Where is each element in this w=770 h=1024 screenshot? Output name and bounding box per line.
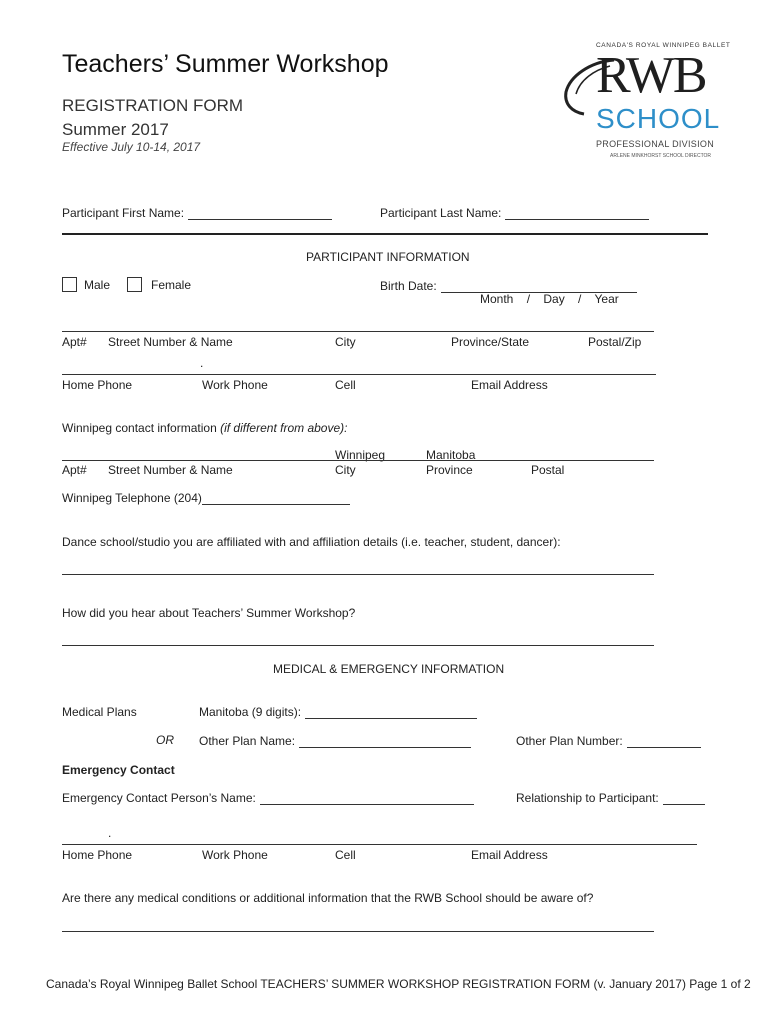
- emergency-home-phone-label: Home Phone: [62, 848, 133, 862]
- address-postal-label: Postal/Zip: [588, 335, 642, 349]
- hear-about-question: How did you hear about Teachers’ Summer Workshop?: [62, 606, 356, 620]
- logo-rwb: RWB: [596, 47, 706, 104]
- address-province-label: Province/State: [451, 335, 530, 349]
- manitoba-field[interactable]: [199, 705, 477, 719]
- emergency-heading: Emergency Contact: [62, 763, 175, 777]
- medical-heading: MEDICAL & EMERGENCY INFORMATION: [273, 662, 505, 676]
- birth-date-parts: Month / Day / Year: [480, 292, 619, 306]
- winnipeg-postal-label: Postal: [531, 463, 565, 477]
- last-name-field[interactable]: [380, 206, 649, 220]
- emergency-name-field[interactable]: [62, 791, 474, 805]
- first-name-label: Participant First Name:: [62, 206, 185, 220]
- address-line[interactable]: [62, 331, 654, 332]
- winnipeg-province-label: Province: [426, 463, 473, 477]
- emergency-work-phone-label: Work Phone: [202, 848, 268, 862]
- logo-school: SCHOOL: [596, 103, 721, 134]
- logo-top-line: CANADA'S ROYAL WINNIPEG BALLET: [596, 42, 731, 49]
- page-footer: Canada’s Royal Winnipeg Ballet School TEACHERS’ SUMMER WORKSHOP REGISTRATION FORM (v. January 2017) Page 1 of 2: [46, 977, 751, 991]
- winnipeg-phone-line[interactable]: [202, 504, 350, 505]
- logo-director: ARLENE MINKHORST SCHOOL DIRECTOR: [610, 153, 712, 159]
- form-subtitle: REGISTRATION FORM: [62, 96, 244, 115]
- male-checkbox[interactable]: [62, 277, 77, 292]
- relationship-label: Relationship to Participant:: [516, 791, 659, 805]
- effective-dates: Effective July 10-14, 2017: [62, 140, 201, 154]
- other-plan-number-label: Other Plan Number:: [516, 734, 623, 748]
- female-label: Female: [151, 278, 192, 292]
- form-title: Teachers’ Summer Workshop: [62, 50, 389, 78]
- winnipeg-contact-label: Winnipeg contact information: [62, 421, 221, 435]
- winnipeg-city-label: City: [335, 463, 356, 477]
- email-label: Email Address: [471, 378, 548, 392]
- dance-school-question: Dance school/studio you are affiliated with and affiliation details (i.e. teacher, student, dancer):: [62, 535, 561, 549]
- last-name-label: Participant Last Name:: [380, 206, 502, 220]
- winnipeg-contact-note: (if different from above):: [220, 421, 348, 435]
- medical-conditions-line[interactable]: [62, 931, 654, 932]
- participant-heading: PARTICIPANT INFORMATION: [306, 250, 470, 264]
- address-city-label: City: [335, 335, 356, 349]
- winnipeg-contact-heading: [62, 421, 347, 435]
- section-divider: [62, 233, 708, 235]
- cell-label: Cell: [335, 378, 356, 392]
- emergency-cell-label: Cell: [335, 848, 356, 862]
- other-plan-name-label: Other Plan Name:: [199, 734, 296, 748]
- winnipeg-address-line[interactable]: [62, 460, 654, 461]
- manitoba-label: Manitoba (9 digits):: [199, 705, 302, 719]
- relationship-field[interactable]: [516, 791, 705, 805]
- logo-division: PROFESSIONAL DIVISION: [596, 139, 714, 149]
- dot-mark-2: .: [108, 826, 112, 840]
- medical-conditions-question: Are there any medical conditions or additional information that the RWB School should be aware of?: [62, 891, 594, 905]
- phone-line[interactable]: [62, 374, 656, 375]
- relationship-line[interactable]: [663, 804, 705, 805]
- winnipeg-city-prefill: Winnipeg: [335, 448, 386, 462]
- first-name-field[interactable]: [62, 206, 332, 220]
- other-plan-name-line[interactable]: [299, 747, 471, 748]
- home-phone-label: Home Phone: [62, 378, 133, 392]
- emergency-name-line[interactable]: [260, 804, 474, 805]
- winnipeg-province-prefill: Manitoba: [426, 448, 476, 462]
- last-name-line[interactable]: [505, 219, 649, 220]
- form-season: Summer 2017: [62, 120, 169, 139]
- address-street-label: Street Number & Name: [108, 335, 233, 349]
- winnipeg-street-label: Street Number & Name: [108, 463, 233, 477]
- medical-plans-label: Medical Plans: [62, 705, 137, 719]
- birth-date-field[interactable]: [380, 279, 637, 293]
- emergency-name-label: Emergency Contact Person’s Name:: [62, 791, 256, 805]
- emergency-email-label: Email Address: [471, 848, 548, 862]
- winnipeg-phone-label: Winnipeg Telephone (204): [62, 491, 202, 505]
- manitoba-line[interactable]: [305, 718, 477, 719]
- other-plan-number-field[interactable]: [516, 734, 701, 748]
- birth-date-label: Birth Date:: [380, 279, 437, 293]
- address-apt-label: Apt#: [62, 335, 87, 349]
- male-label: Male: [84, 278, 111, 292]
- hear-about-line[interactable]: [62, 645, 654, 646]
- rwb-school-logo: [558, 38, 731, 173]
- dance-school-line[interactable]: [62, 574, 654, 575]
- winnipeg-phone-field[interactable]: [62, 491, 350, 505]
- female-checkbox[interactable]: [127, 277, 142, 292]
- winnipeg-apt-label: Apt#: [62, 463, 87, 477]
- emergency-phone-line[interactable]: [62, 844, 697, 845]
- or-label: OR: [156, 733, 174, 747]
- dot-mark: .: [200, 356, 204, 370]
- other-plan-number-line[interactable]: [627, 747, 701, 748]
- other-plan-name-field[interactable]: [199, 734, 471, 748]
- work-phone-label: Work Phone: [202, 378, 268, 392]
- first-name-line[interactable]: [188, 219, 332, 220]
